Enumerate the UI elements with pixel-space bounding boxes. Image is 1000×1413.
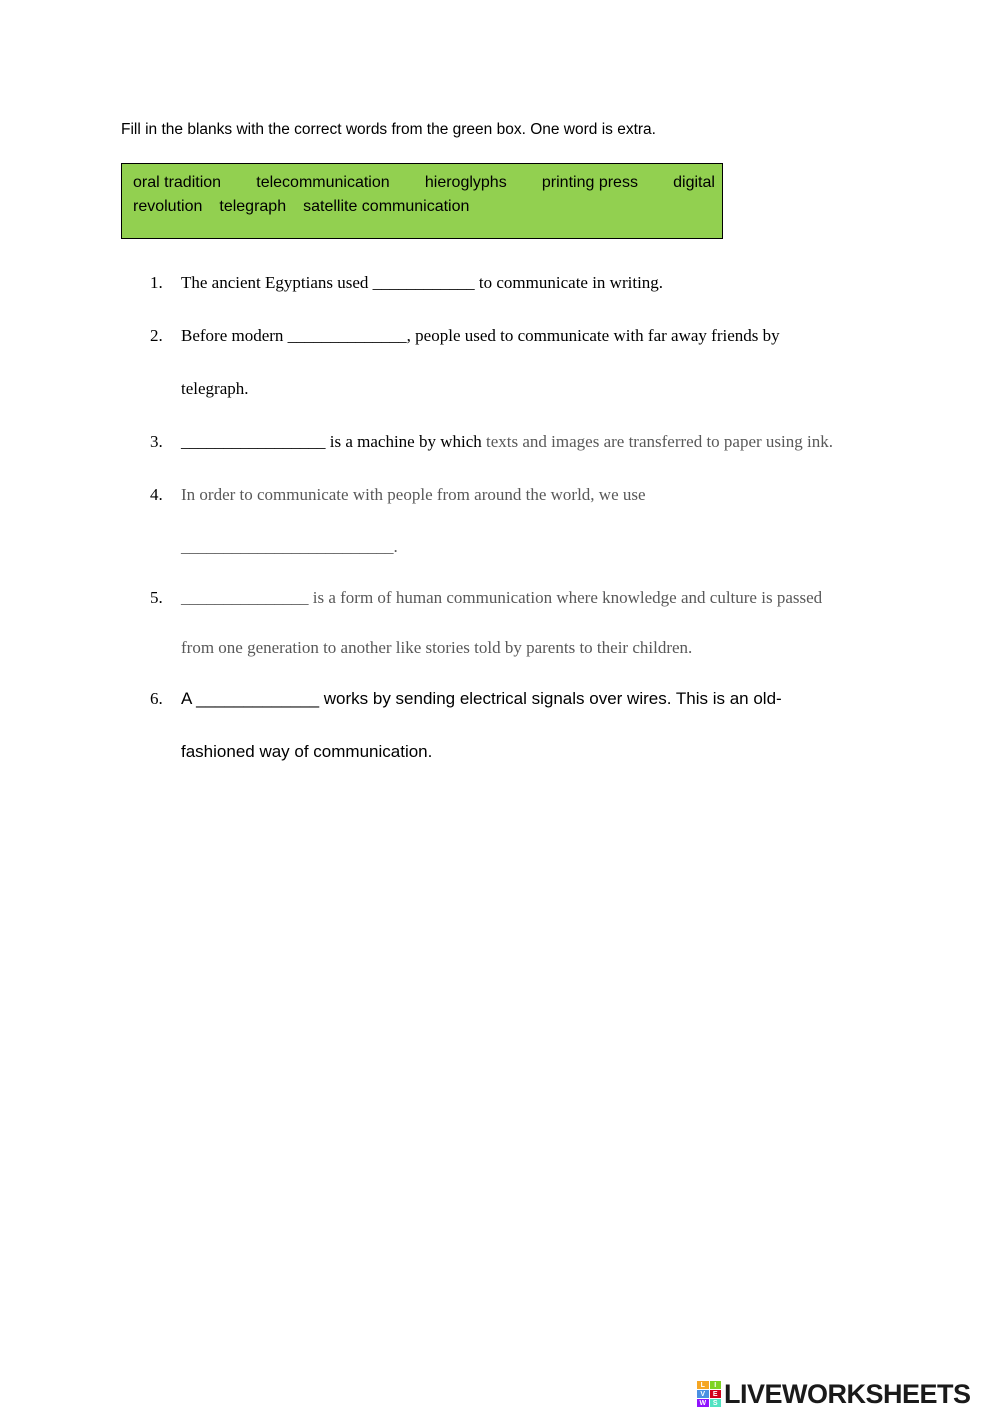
liveworksheets-logo bbox=[697, 1378, 971, 1410]
logo-letter: I bbox=[710, 1381, 722, 1389]
question-text: fashioned way of communication. bbox=[181, 742, 433, 761]
question-blank: _________________ bbox=[181, 432, 326, 451]
question-blank: _________________________. bbox=[181, 537, 398, 556]
word-telecommunication: telecommunication bbox=[256, 174, 390, 191]
logo-letter: S bbox=[710, 1399, 722, 1407]
question-number: 6. bbox=[150, 689, 163, 708]
word-satellite-communication: satellite communication bbox=[303, 198, 470, 215]
question-6-continuation bbox=[150, 742, 432, 762]
question-2 bbox=[150, 326, 780, 346]
question-1 bbox=[150, 273, 663, 293]
question-3 bbox=[150, 432, 833, 452]
word-bank-box bbox=[121, 163, 723, 239]
word-hieroglyphs: hieroglyphs bbox=[424, 174, 507, 191]
question-text: Before modern ______________, people used to communicate with far away friends by bbox=[181, 326, 780, 345]
question-5-continuation bbox=[150, 638, 692, 658]
instruction-text: Fill in the blanks with the correct words from the green box. One word is extra. bbox=[121, 121, 656, 138]
logo-letter: E bbox=[710, 1390, 722, 1398]
question-text-end: texts and images are transferred to paper using ink. bbox=[486, 432, 833, 451]
question-number: 2. bbox=[150, 326, 163, 345]
question-text: In order to communicate with people from around the world, we use bbox=[181, 485, 646, 504]
logo-letter: V bbox=[697, 1390, 709, 1398]
logo-letter: W bbox=[697, 1399, 709, 1407]
logo-mark-icon bbox=[697, 1381, 721, 1407]
question-text: A _____________ works by sending electrical signals over wires. This is an old- bbox=[181, 689, 782, 708]
question-number: 4. bbox=[150, 485, 163, 504]
word-bank-row-1 bbox=[133, 171, 715, 195]
word-printing-press: printing press bbox=[541, 174, 638, 191]
word-digital: digital bbox=[673, 174, 715, 191]
question-text: telegraph. bbox=[181, 379, 249, 398]
word-telegraph: telegraph bbox=[219, 198, 287, 215]
question-number: 1. bbox=[150, 273, 163, 292]
word-bank-row-2 bbox=[133, 195, 715, 219]
question-6 bbox=[150, 689, 782, 709]
logo-letter: L bbox=[697, 1381, 709, 1389]
word-revolution: revolution bbox=[133, 198, 203, 215]
question-2-continuation bbox=[150, 379, 249, 399]
question-number: 3. bbox=[150, 432, 163, 451]
question-text: is a machine by which bbox=[325, 432, 487, 451]
question-number: 5. bbox=[150, 588, 163, 607]
question-text: _______________ is a form of human communication where knowledge and culture is passed bbox=[181, 588, 823, 607]
question-4 bbox=[150, 485, 646, 505]
question-4-continuation bbox=[150, 537, 398, 557]
logo-text: LIVEWORKSHEETS bbox=[724, 1378, 971, 1409]
question-text: from one generation to another like stories told by parents to their children. bbox=[181, 638, 693, 657]
question-5 bbox=[150, 588, 822, 608]
question-text: The ancient Egyptians used ____________ to communicate in writing. bbox=[181, 273, 664, 292]
word-oral-tradition: oral tradition bbox=[133, 174, 222, 191]
